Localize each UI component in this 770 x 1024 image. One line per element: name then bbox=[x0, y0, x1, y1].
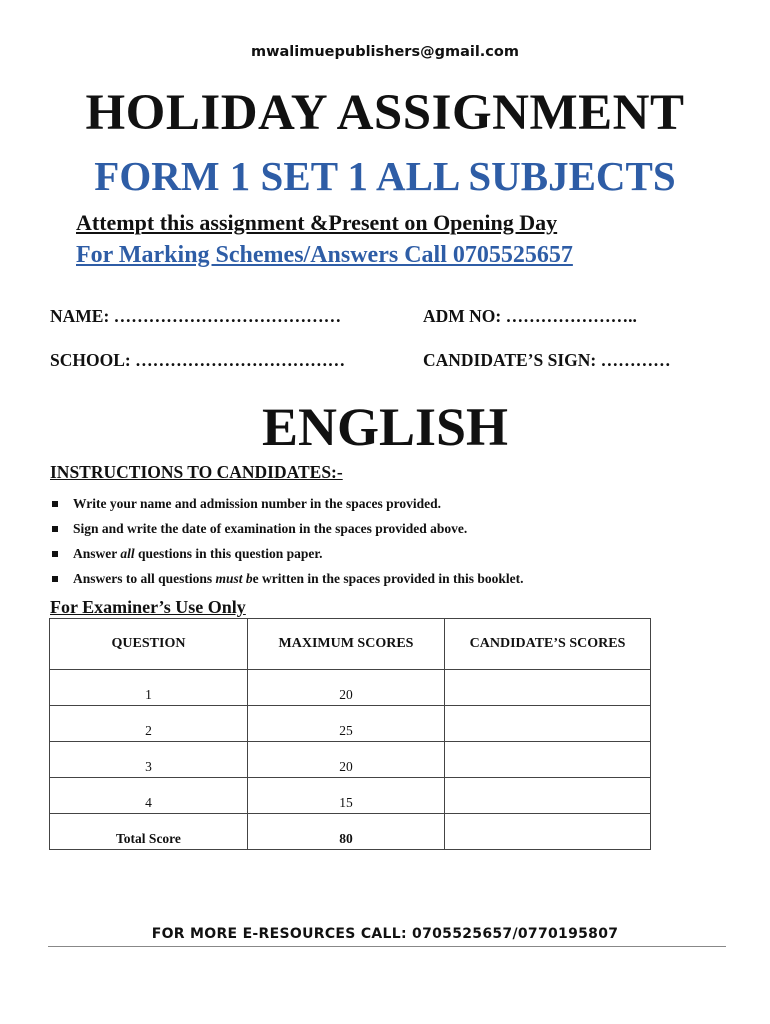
attempt-note: Attempt this assignment &Present on Opening Day bbox=[76, 210, 558, 235]
square-bullet-icon bbox=[52, 551, 58, 557]
page-subtitle: FORM 1 SET 1 ALL SUBJECTS bbox=[94, 153, 676, 199]
instruction-emphasis: all bbox=[120, 546, 135, 561]
max-score-cell: 20 bbox=[248, 670, 445, 706]
adm-no-field: ADM NO: ………………….. bbox=[423, 306, 637, 326]
total-row bbox=[50, 814, 651, 850]
school-field: SCHOOL: ……………………………… bbox=[50, 350, 346, 370]
footer-divider bbox=[48, 946, 726, 947]
instruction-item bbox=[50, 519, 524, 544]
column-header-question: QUESTION bbox=[50, 619, 248, 670]
candidate-score-cell[interactable] bbox=[445, 742, 651, 778]
total-max-cell: 80 bbox=[248, 814, 445, 850]
max-score-cell: 15 bbox=[248, 778, 445, 814]
examiner-heading: For Examiner’s Use Only bbox=[50, 597, 246, 617]
table-row bbox=[50, 778, 651, 814]
instruction-text-pre: Answer bbox=[73, 546, 121, 561]
square-bullet-icon bbox=[52, 576, 58, 582]
footer-contact: FOR MORE E-RESOURCES CALL: 0705525657/0770195807 bbox=[151, 926, 619, 942]
table-header-row bbox=[50, 619, 651, 670]
marking-scheme-note: For Marking Schemes/Answers Call 0705525657 bbox=[76, 242, 573, 268]
max-score-cell: 20 bbox=[248, 742, 445, 778]
question-number-cell: 3 bbox=[50, 742, 248, 778]
examiner-score-table bbox=[49, 618, 651, 850]
max-score-cell: 25 bbox=[248, 706, 445, 742]
column-header-max-scores: MAXIMUM SCORES bbox=[248, 619, 445, 670]
candidate-score-cell[interactable] bbox=[445, 778, 651, 814]
candidate-score-cell[interactable] bbox=[445, 670, 651, 706]
subject-heading: ENGLISH bbox=[261, 397, 509, 457]
question-number-cell: 4 bbox=[50, 778, 248, 814]
instruction-text-pre: Answers to all questions bbox=[73, 571, 216, 586]
instruction-text-post: e written in the spaces provided in this booklet. bbox=[252, 571, 524, 586]
candidate-score-cell[interactable] bbox=[445, 706, 651, 742]
total-candidate-cell[interactable] bbox=[445, 814, 651, 850]
total-label-cell: Total Score bbox=[50, 814, 248, 850]
column-header-candidate-scores: CANDIDATE’S SCORES bbox=[445, 619, 651, 670]
candidate-sign-field: CANDIDATE’S SIGN: ………… bbox=[423, 350, 671, 370]
page-title: HOLIDAY ASSIGNMENT bbox=[85, 85, 685, 141]
square-bullet-icon bbox=[52, 501, 58, 507]
question-number-cell: 2 bbox=[50, 706, 248, 742]
instructions-list bbox=[50, 494, 524, 594]
square-bullet-icon bbox=[52, 526, 58, 532]
table-row bbox=[50, 670, 651, 706]
table-row bbox=[50, 706, 651, 742]
publisher-email: mwalimuepublishers@gmail.com bbox=[251, 44, 519, 60]
name-field: NAME: ………………………………… bbox=[50, 306, 342, 326]
instruction-emphasis: must b bbox=[215, 571, 253, 586]
instructions-heading: INSTRUCTIONS TO CANDIDATES:- bbox=[50, 462, 343, 482]
table-row bbox=[50, 742, 651, 778]
instruction-text: Sign and write the date of examination in the spaces provided above. bbox=[73, 521, 468, 536]
instruction-text-post: questions in this question paper. bbox=[134, 546, 323, 561]
instruction-item bbox=[50, 569, 524, 594]
instruction-text: Write your name and admission number in the spaces provided. bbox=[73, 496, 442, 511]
instruction-item bbox=[50, 544, 524, 569]
question-number-cell: 1 bbox=[50, 670, 248, 706]
instruction-item bbox=[50, 494, 524, 519]
